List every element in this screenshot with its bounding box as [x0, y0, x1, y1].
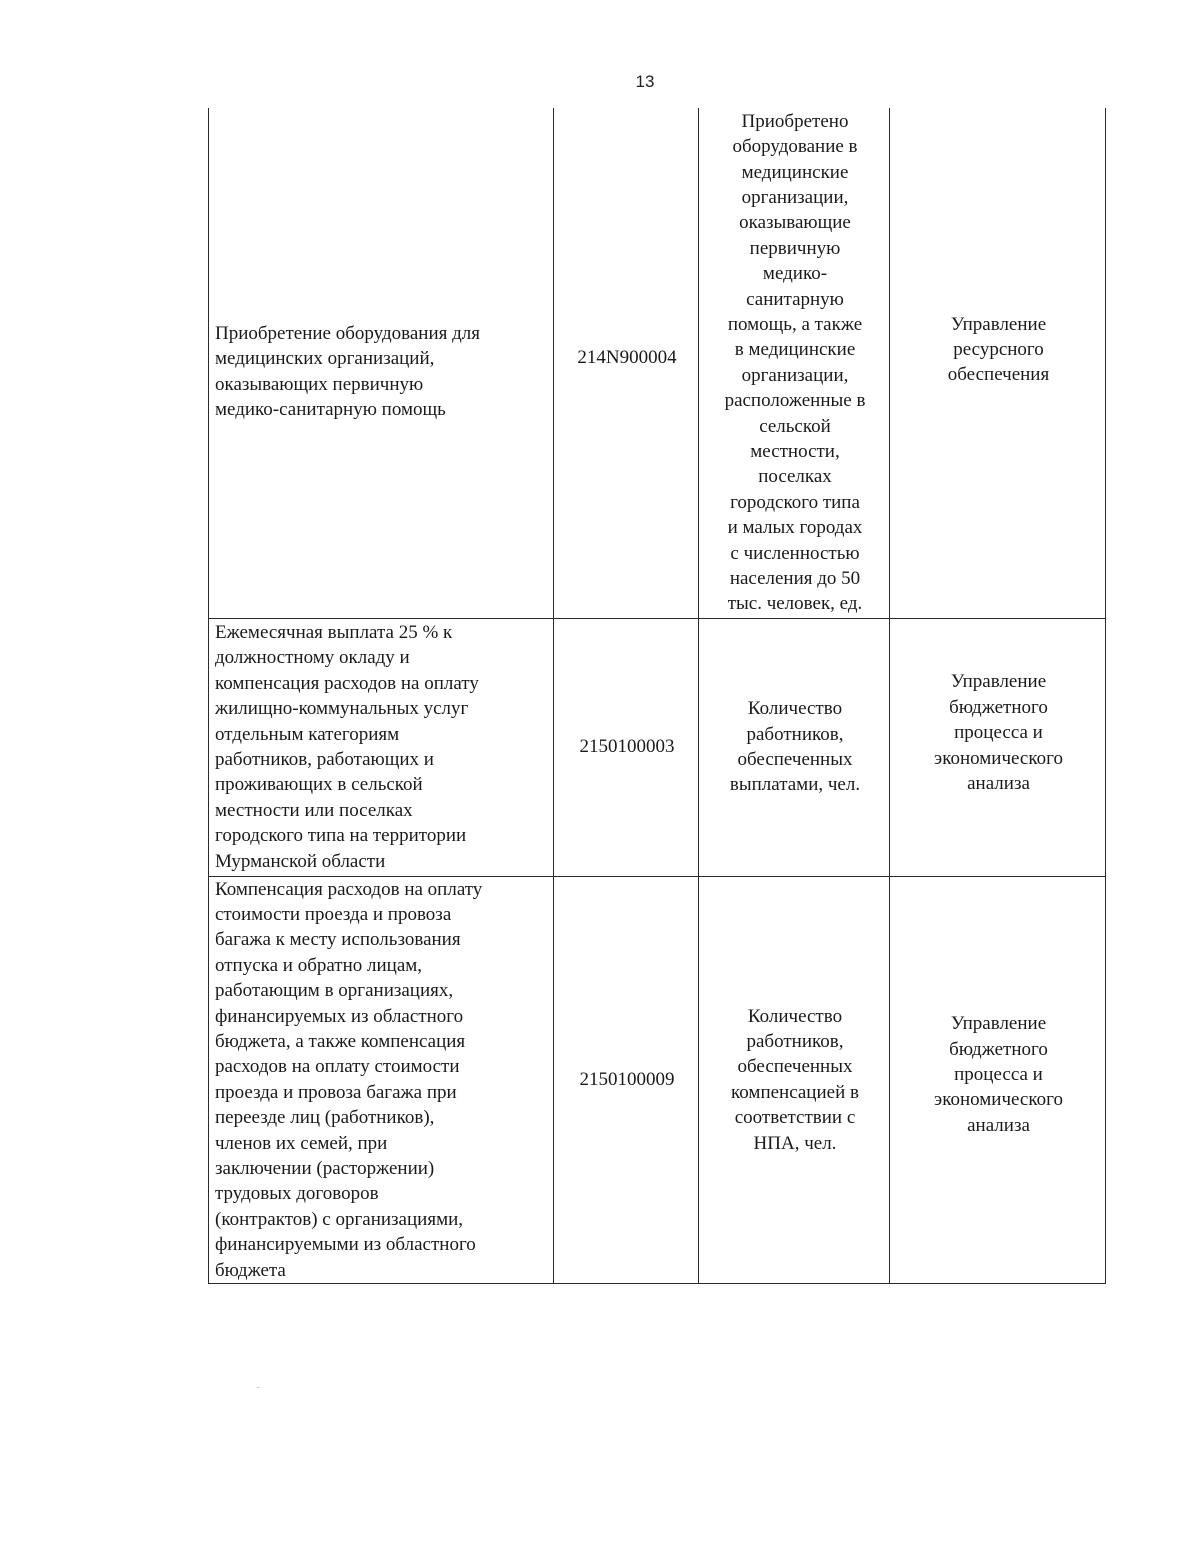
activity-code-cell — [554, 876, 699, 1284]
activity-name: Приобретение оборудования для медицинских организаций, оказывающих первичную медико-санитарную помощь — [215, 322, 480, 421]
responsible-text: Управление ресурсного обеспечения — [947, 313, 1050, 386]
activity-code-cell — [554, 618, 699, 876]
table-row — [209, 618, 1106, 876]
activity-code: 2150100009 — [579, 1069, 675, 1091]
scan-speck — [257, 1387, 259, 1388]
responsible-cell — [890, 618, 1106, 876]
activity-code: 214N900004 — [577, 347, 677, 369]
responsible-cell — [890, 876, 1106, 1284]
activity-code-cell — [554, 108, 699, 618]
activity-name: Ежемесячная выплата 25 % к должностному окладу и компенсация расходов на оплату жилищно-коммунальных услуг отдельным категориям работников, работающих и проживающих в сельской местности или поселках городского типа на территории Мурманской области — [215, 621, 479, 872]
activity-name-cell — [209, 618, 554, 876]
activity-code: 2150100003 — [579, 736, 675, 758]
table-row — [209, 108, 1106, 618]
indicator-text: Приобретено оборудование в медицинские организации, оказывающие первичную медико- санитарную помощь, а также в медицинские организации, расположенные в сельской местности, поселках городского типа и малых городах с численностью населения до 50 тыс. человек, ед. — [724, 110, 866, 615]
indicator-cell — [699, 876, 890, 1284]
program-activities-table — [208, 108, 1106, 1284]
responsible-text: Управление бюджетного процесса и экономического анализа — [934, 671, 1063, 795]
table-row — [209, 876, 1106, 1284]
responsible-cell — [890, 108, 1106, 618]
indicator-text: Количество работников, обеспеченных выплатами, чел. — [729, 698, 861, 796]
indicator-cell — [699, 618, 890, 876]
activity-name-cell — [209, 108, 554, 618]
activity-name: Компенсация расходов на оплату стоимости проезда и провоза багажа к месту использования отпуска и обратно лицам, работающим в организациях, финансируемых из областного бюджета, а также компенсация расходов на оплату стоимости проезда и провоза багажа при переезде лиц (работников), членов их семей, при заключении (расторжении) трудовых договоров (контрактов) с организациями, финансируемыми из областного бюджета — [215, 878, 483, 1281]
activity-name-cell — [209, 876, 554, 1284]
indicator-text: Количество работников, обеспеченных компенсацией в соответствии с НПА, чел. — [731, 1005, 859, 1154]
indicator-cell — [699, 108, 890, 618]
responsible-text: Управление бюджетного процесса и экономического анализа — [934, 1013, 1063, 1136]
page-number: 13 — [635, 72, 655, 91]
